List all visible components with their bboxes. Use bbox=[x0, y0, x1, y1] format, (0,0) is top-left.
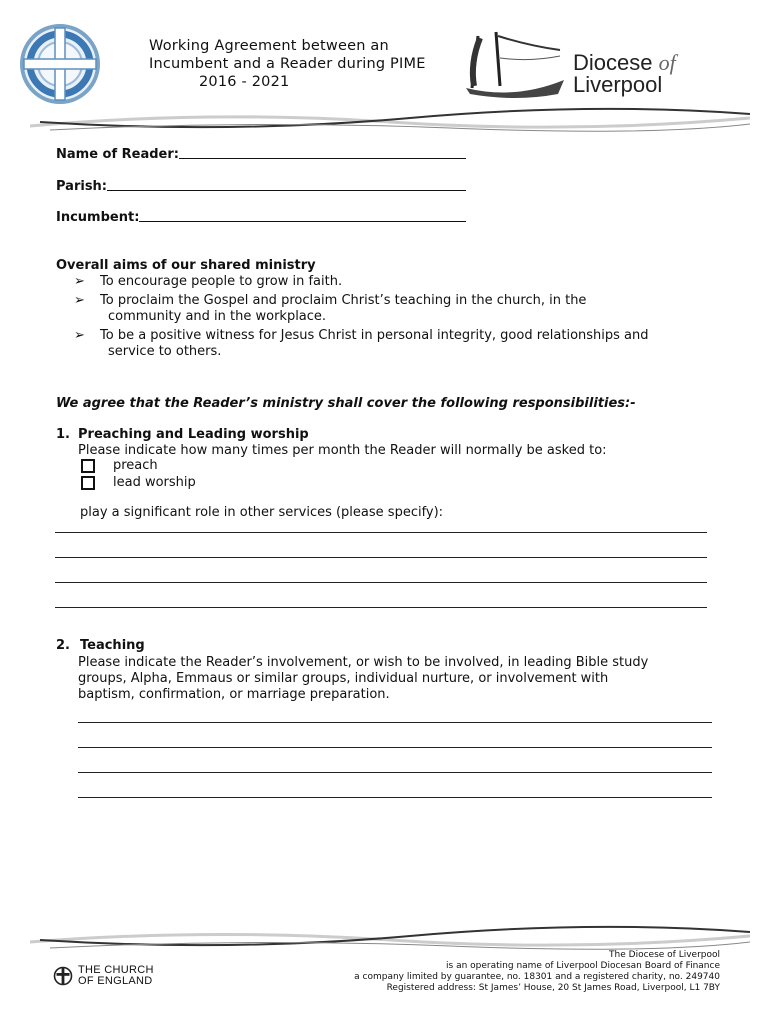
aims-item-text: To be a positive witness for Jesus Christ in personal integrity, good relationships and bbox=[100, 328, 649, 343]
title-line-1: Working Agreement between an bbox=[149, 38, 389, 54]
incumbent-input-line[interactable] bbox=[139, 210, 466, 222]
aims-item-text: To proclaim the Gospel and proclaim Christ’s teaching in the church, in the bbox=[100, 293, 587, 308]
incumbent-label: Incumbent: bbox=[56, 210, 140, 225]
footer-line: is an operating name of Liverpool Diocesan Board of Finance bbox=[446, 961, 720, 971]
diocese-of: of bbox=[658, 50, 676, 75]
cross-logo-icon bbox=[18, 22, 102, 106]
reader-label: Name of Reader: bbox=[56, 147, 179, 162]
teaching-line[interactable] bbox=[78, 722, 712, 723]
aims-item bbox=[74, 293, 734, 309]
lead-worship-label: lead worship bbox=[113, 475, 196, 490]
footer-line: The Diocese of Liverpool bbox=[609, 950, 720, 960]
footer-legal-text bbox=[354, 950, 720, 994]
other-services-line[interactable] bbox=[55, 607, 707, 608]
diocese-name-2: Liverpool bbox=[573, 72, 663, 97]
title-line-2: Incumbent and a Reader during PIME bbox=[149, 56, 426, 72]
arrowhead-bullet-icon: ➢ bbox=[74, 328, 85, 343]
arrowhead-bullet-icon: ➢ bbox=[74, 293, 85, 308]
footer-line: Registered address: St James’ House, 20 St James Road, Liverpool, L1 7BY bbox=[386, 983, 720, 993]
section1-heading bbox=[56, 427, 309, 442]
preach-checkbox[interactable] bbox=[81, 459, 95, 473]
reader-input-line[interactable] bbox=[179, 147, 466, 159]
other-services-line[interactable] bbox=[55, 532, 707, 533]
section2-instruction-line: baptism, confirmation, or marriage preparation. bbox=[78, 687, 390, 702]
incumbent-field bbox=[56, 210, 466, 225]
diocese-wordmark bbox=[573, 52, 676, 96]
coe-line-1: THE CHURCH bbox=[78, 964, 154, 976]
aims-item-continuation: service to others. bbox=[108, 344, 222, 359]
reader-field bbox=[56, 147, 466, 162]
aims-item-text: To encourage people to grow in faith. bbox=[100, 274, 343, 289]
footer-line: a company limited by guarantee, no. 18301 and a registered charity, no. 249740 bbox=[354, 972, 720, 982]
section1-title: Preaching and Leading worship bbox=[78, 427, 309, 442]
diocese-boat-logo-icon bbox=[460, 28, 570, 100]
lead-worship-option bbox=[81, 475, 196, 491]
aims-heading: Overall aims of our shared ministry bbox=[56, 258, 316, 273]
section2-instruction-line: groups, Alpha, Emmaus or similar groups, individual nurture, or involvement with bbox=[78, 671, 609, 686]
preach-option bbox=[81, 458, 158, 474]
section1-instruction: Please indicate how many times per month the Reader will normally be asked to: bbox=[78, 443, 607, 458]
header-wave-divider bbox=[30, 100, 750, 140]
other-services-line[interactable] bbox=[55, 582, 707, 583]
aims-item bbox=[74, 274, 734, 290]
teaching-line[interactable] bbox=[78, 797, 712, 798]
title-line-3: 2016 - 2021 bbox=[199, 74, 290, 90]
document-title bbox=[149, 37, 426, 91]
section2-heading bbox=[56, 638, 145, 653]
teaching-line[interactable] bbox=[78, 747, 712, 748]
coe-line-2: OF ENGLAND bbox=[78, 975, 153, 987]
section2-title: Teaching bbox=[80, 638, 145, 653]
arrowhead-bullet-icon: ➢ bbox=[74, 274, 85, 289]
section2-number: 2. bbox=[56, 638, 70, 653]
parish-label: Parish: bbox=[56, 179, 108, 194]
church-of-england-cross-icon bbox=[53, 966, 73, 986]
church-of-england-logo bbox=[53, 965, 154, 987]
preach-label: preach bbox=[113, 458, 158, 473]
teaching-line[interactable] bbox=[78, 772, 712, 773]
other-services-prompt: play a significant role in other services (please specify): bbox=[80, 505, 444, 520]
parish-field bbox=[56, 179, 466, 194]
agreement-statement: We agree that the Reader’s ministry shall cover the following responsibilities:- bbox=[56, 396, 636, 411]
other-services-line[interactable] bbox=[55, 557, 707, 558]
parish-input-line[interactable] bbox=[107, 179, 466, 191]
aims-item-continuation: community and in the workplace. bbox=[108, 309, 327, 324]
aims-item bbox=[74, 328, 734, 344]
section1-number: 1. bbox=[56, 427, 70, 442]
section2-instruction bbox=[78, 655, 648, 703]
diocese-name-1: Diocese bbox=[573, 50, 653, 75]
lead-worship-checkbox[interactable] bbox=[81, 476, 95, 490]
section2-instruction-line: Please indicate the Reader’s involvement, or wish to be involved, in leading Bible study bbox=[78, 655, 649, 670]
